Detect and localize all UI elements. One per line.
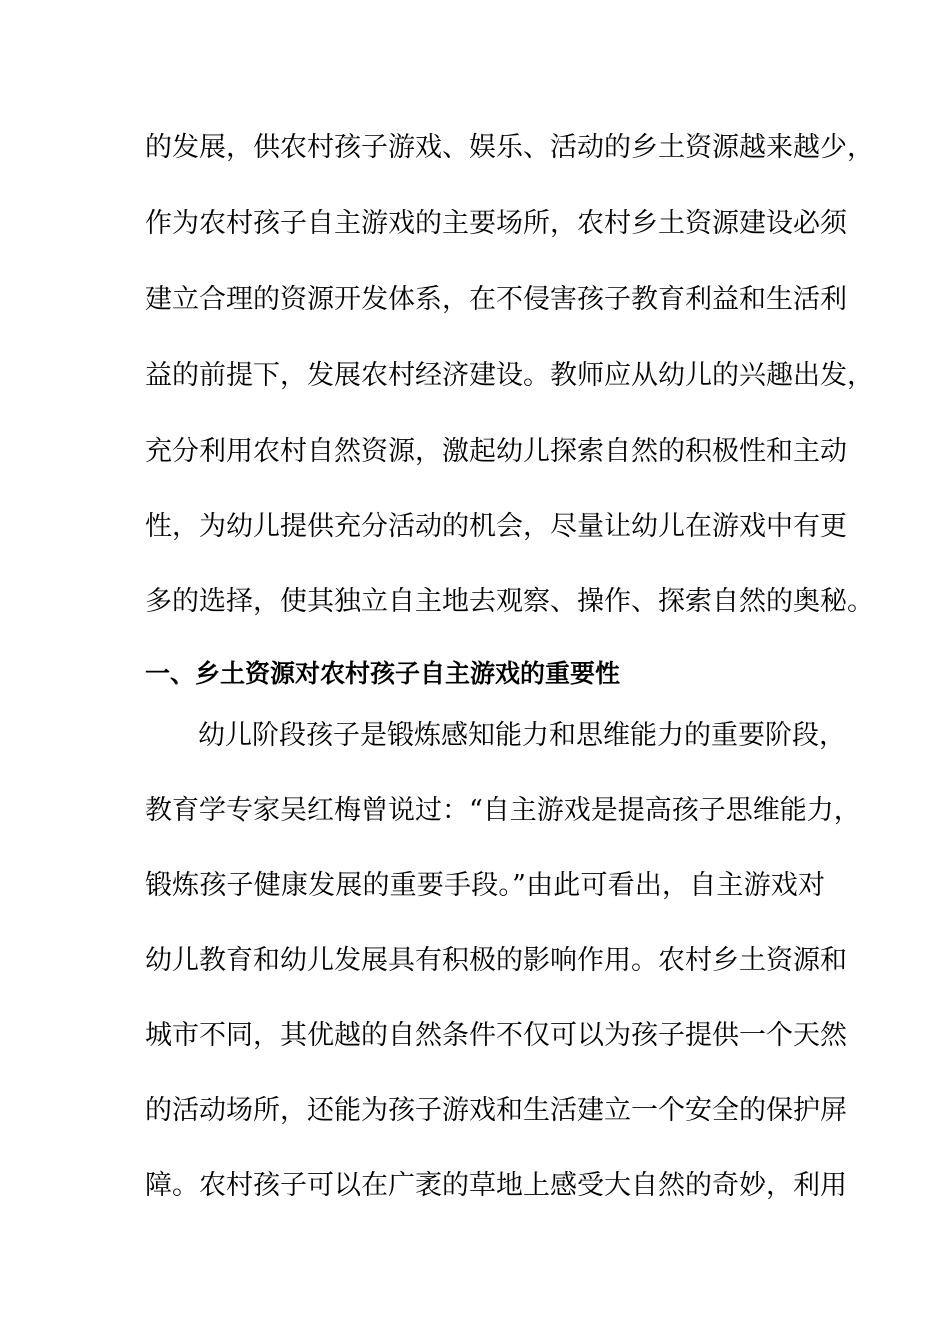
paragraph-1-line-3: 建立合理的资源开发体系，在不侵害孩子教育利益和生活利 [145, 284, 847, 315]
paragraph-2-line-4: 幼儿教育和幼儿发展具有积极的影响作用。农村乡土资源和 [145, 945, 847, 976]
paragraph-2-line-6: 的活动场所，还能为孩子游戏和生活建立一个安全的保护屏 [145, 1095, 847, 1126]
paragraph-2-line-5: 城市不同，其优越的自然条件不仅可以为孩子提供一个天然 [145, 1020, 847, 1051]
paragraph-1-line-4: 益的前提下，发展农村经济建设。教师应从幼儿的兴趣出发， [145, 360, 874, 391]
paragraph-2-line-3: 锻炼孩子健康发展的重要手段。”由此可看出，自主游戏对 [145, 870, 825, 901]
paragraph-1-line-1: 的发展，供农村孩子游戏、娱乐、活动的乡土资源越来越少， [145, 132, 874, 163]
paragraph-2-line-7: 障。农村孩子可以在广袤的草地上感受大自然的奇妙，利用 [145, 1170, 847, 1201]
paragraph-2-line-1: 幼儿阶段孩子是锻炼感知能力和思维能力的重要阶段， [198, 720, 846, 751]
section-heading: 一、乡土资源对农村孩子自主游戏的重要性 [145, 659, 621, 688]
paragraph-1-line-7: 多的选择，使其独立自主地去观察、操作、探索自然的奥秘。 [145, 586, 874, 617]
paragraph-2-line-2: 教育学专家吴红梅曾说过：“自主游戏是提高孩子思维能力， [145, 795, 861, 826]
paragraph-1-line-6: 性，为幼儿提供充分活动的机会，尽量让幼儿在游戏中有更 [145, 511, 847, 542]
paragraph-1-line-5: 充分利用农村自然资源，激起幼儿探索自然的积极性和主动 [145, 436, 847, 467]
paragraph-1-line-2: 作为农村孩子自主游戏的主要场所，农村乡土资源建设必须 [145, 208, 847, 239]
